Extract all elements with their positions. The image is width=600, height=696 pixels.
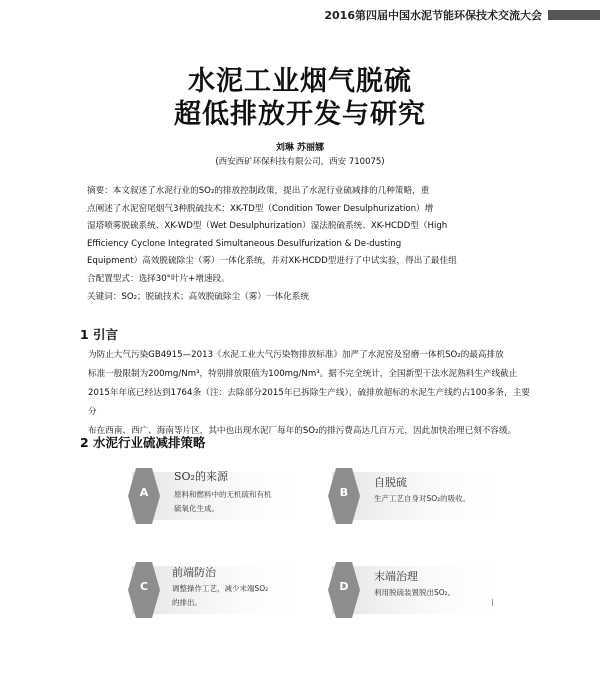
paper-title-line-2: 超低排放开发与研究 — [174, 99, 426, 130]
strategy-desc — [374, 492, 470, 506]
abstract-line: Equipment）高效脱硫除尘（雾）一体化系统，并对XK-HCDD型进行了中试实验，得出了最佳组 — [87, 256, 457, 267]
strategy-card-b — [318, 464, 508, 528]
strategy-card-a — [118, 464, 308, 528]
section-heading-strategies: 2 水泥行业硫减排策略 — [80, 435, 206, 450]
running-header — [0, 6, 600, 22]
intro-paragraph — [88, 346, 530, 441]
strategy-card-d — [318, 558, 508, 622]
strategy-desc — [374, 586, 455, 600]
strategy-title: 前端防治 — [172, 566, 216, 579]
strategy-desc-line: 的排出。 — [172, 598, 202, 607]
section-heading-intro: 1 引言 — [80, 327, 119, 342]
strategy-letter: B — [339, 486, 349, 499]
authors: 刘琳 苏丽娜 — [275, 143, 325, 153]
keywords: 关键词：SO₂；脱硫技术；高效脱硫除尘（雾）一体化系统 — [87, 291, 309, 302]
strategy-title: 末端治理 — [374, 570, 418, 583]
abstract-line: 点阐述了水泥窑尾烟气3种脱硫技术：XK-TD型（Condition Tower Desulphurization）增 — [87, 203, 434, 214]
strategy-desc — [174, 488, 272, 516]
abstract-line: 湿塔喷雾脱硫系统、XK-WD型（Wet Desulphurization）湿法脱硫系统、XK-HCDD型（High — [87, 221, 448, 232]
strategy-desc-line: 利用脱硫装置脱出SO₂。 — [374, 588, 456, 597]
header-bar — [548, 10, 600, 20]
conference-title: 2016第四届中国水泥节能环保技术交流大会 — [324, 9, 542, 22]
intro-line: 布在西南、西广、海南等片区，其中也出现水泥厂每年的SO₂的排污费高达几百万元，因此加快治理已刻不容缓。 — [88, 426, 517, 436]
strategy-title: 自脱硫 — [374, 476, 407, 489]
strategy-desc-line: 硫氧化生成。 — [174, 504, 219, 513]
strategy-desc — [172, 582, 268, 610]
strategy-desc-line: 调整操作工艺，减少末端SO₂ — [172, 584, 269, 593]
intro-line: 为防止大气污染GB4915—2013《水泥工业大气污染物排放标准》加严了水泥窑及窑磨一体机SO₂的最高排放 — [88, 350, 504, 360]
strategy-title: SO₂的来源 — [174, 470, 228, 483]
strategy-desc-line: 生产工艺自身对SO₂的吸收。 — [374, 494, 471, 503]
strategy-desc-line: 原料和燃料中的无机硫和有机 — [174, 490, 272, 499]
paper-title-line-1: 水泥工业烟气脱硫 — [188, 66, 412, 97]
affiliation: (西安西矿环保科技有限公司，西安 710075) — [215, 157, 385, 167]
strategy-letter: A — [139, 486, 149, 499]
strategy-letter: D — [339, 580, 349, 593]
strategy-card-c — [118, 558, 308, 622]
strategy-letter: C — [139, 580, 149, 593]
abstract-line: Efficiency Cyclone Integrated Simultaneous Desulfurization & De-dusting — [87, 238, 402, 249]
abstract — [87, 183, 507, 306]
abstract-line: 合配置型式：选择30°叶片+增速段。 — [87, 273, 230, 284]
intro-line: 2015年年底已经达到1764条（注：去除部分2015年已拆除生产线），硫排放超标的水泥生产线约占100多条，主要分 — [88, 388, 530, 417]
scan-artifact-divider — [492, 599, 493, 606]
intro-line: 标准一般限制为200mg/Nm³，特别排放限值为100mg/Nm³。据不完全统计，全国新型干法水泥熟料生产线截止 — [88, 369, 518, 379]
abstract-line: 摘要：本文叙述了水泥行业的SO₂的排放控制政策，提出了水泥行业硫减排的几种策略，重 — [87, 186, 430, 196]
